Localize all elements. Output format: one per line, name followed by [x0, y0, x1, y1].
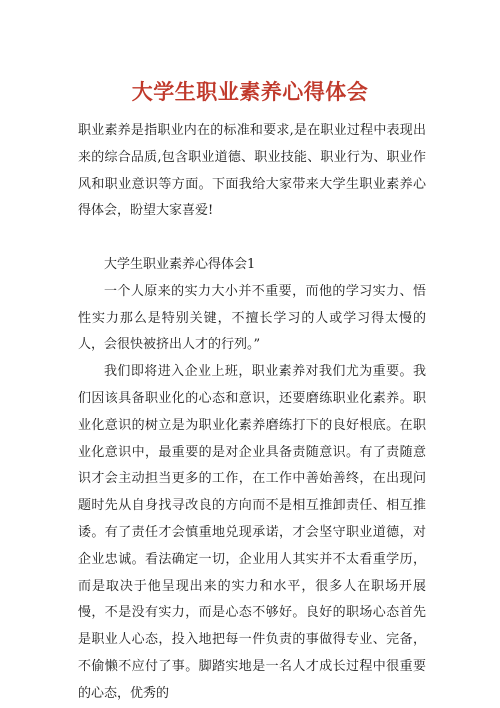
body-paragraph: 我们即将进入企业上班，职业素养对我们尤为重要。我们因该具备职业化的心态和意识，还要磨练职业化素养。职业化意识的树立是为职业化素养磨练打下的良好根底。在职业化意识中，最重要的是对企业具备责随意识。有了责随意识才会主动担当更多的工作，在工作中善始善终，在出现问题时先从自身找寻改良的方向而不是相互推卸责任、相互推诿。有了责任才会慎重地兑现承诺，才会坚守职业道德，对企业忠诚。看法确定一切，企业用人其实并不太看重学历，而是取决于他呈现出来的实力和水平，很多人在职场开展慢，不是没有实力，而是心态不够好。良好的职场心态首先是职业人心态，投入地把每一件负责的事做得专业、完备，不偷懒不应付了事。脚踏实地是一名人才成长过程中很重要的心态，优秀的: [78, 364, 426, 701]
section-heading: 大学生职业素养心得体会1: [104, 256, 256, 272]
document-body: [78, 118, 426, 708]
paragraph-spacer: [78, 225, 426, 252]
body-paragraph: 一个人原来的实力大小并不重要，而他的学习实力、悟性实力那么是特别关键，不擅长学习的人或学习得太慢的人，会很快被挤出人才的行列。”: [78, 283, 426, 353]
document-title: 大学生职业素养心得体会: [131, 79, 369, 104]
intro-paragraph: 职业素养是指职业内在的标准和要求,是在职业过程中表现出来的综合品质,包含职业道德、职业技能、职业行为、职业作风和职业意识等方面。下面我给大家带来大学生职业素养心得体会，盼望大家喜爱!: [78, 123, 426, 219]
